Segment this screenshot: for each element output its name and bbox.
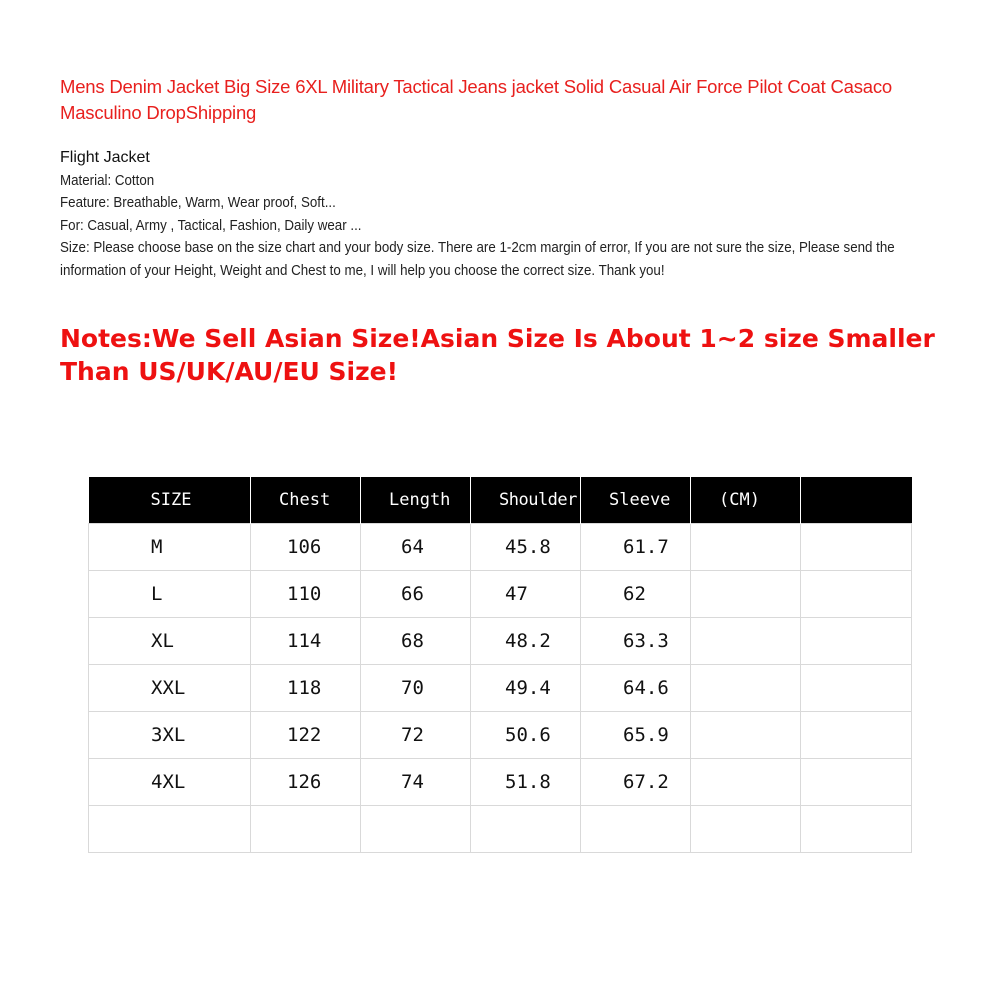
cell-shoulder: 50.6 bbox=[471, 712, 581, 759]
product-title: Mens Denim Jacket Big Size 6XL Military Tactical Jeans jacket Solid Casual Air Force Pilot Coat Casaco Masculino DropShipping bbox=[60, 76, 892, 123]
cell-sleeve: 61.7 bbox=[581, 524, 691, 571]
cell-shoulder: 48.2 bbox=[471, 618, 581, 665]
spec-size-note: Size: Please choose base on the size chart and your body size. There are 1-2cm margin of error, If you are not sure the size, Please send the information of your Height, Weight and Chest to me, I will help you choose the correct size. Thank you! bbox=[60, 240, 895, 279]
size-chart-table bbox=[88, 477, 912, 853]
cell-size: 4XL bbox=[89, 759, 251, 806]
cell-shoulder: 49.4 bbox=[471, 665, 581, 712]
cell-shoulder bbox=[471, 806, 581, 853]
table-row bbox=[89, 618, 912, 665]
cell-sleeve: 64.6 bbox=[581, 665, 691, 712]
spec-heading: Flight Jacket bbox=[60, 149, 150, 166]
cell-size: 3XL bbox=[89, 712, 251, 759]
cell-length: 72 bbox=[361, 712, 471, 759]
cell-unit bbox=[691, 618, 801, 665]
cell-blank bbox=[801, 524, 912, 571]
table-row bbox=[89, 524, 912, 571]
cell-blank bbox=[801, 665, 912, 712]
cell-sleeve: 62 bbox=[581, 571, 691, 618]
cell-shoulder: 51.8 bbox=[471, 759, 581, 806]
cell-blank bbox=[801, 712, 912, 759]
cell-size: M bbox=[89, 524, 251, 571]
cell-size bbox=[89, 806, 251, 853]
cell-size: L bbox=[89, 571, 251, 618]
cell-sleeve: 63.3 bbox=[581, 618, 691, 665]
cell-blank bbox=[801, 618, 912, 665]
table-row-empty bbox=[89, 806, 912, 853]
cell-chest bbox=[251, 806, 361, 853]
cell-length: 68 bbox=[361, 618, 471, 665]
header-blank bbox=[801, 477, 912, 524]
cell-chest: 126 bbox=[251, 759, 361, 806]
product-specs bbox=[60, 147, 960, 282]
cell-blank bbox=[801, 571, 912, 618]
cell-length: 70 bbox=[361, 665, 471, 712]
cell-unit bbox=[691, 759, 801, 806]
cell-unit bbox=[691, 806, 801, 853]
spec-usage: For: Casual, Army , Tactical, Fashion, Daily wear ... bbox=[60, 217, 362, 234]
cell-unit bbox=[691, 524, 801, 571]
header-unit: (CM) bbox=[691, 477, 801, 524]
cell-length: 64 bbox=[361, 524, 471, 571]
cell-sleeve: 65.9 bbox=[581, 712, 691, 759]
cell-chest: 118 bbox=[251, 665, 361, 712]
cell-shoulder: 45.8 bbox=[471, 524, 581, 571]
size-table-header-row bbox=[89, 477, 912, 524]
asian-size-notice: Notes:We Sell Asian Size!Asian Size Is About 1~2 size Smaller Than US/UK/AU/EU Size! bbox=[60, 324, 935, 386]
cell-sleeve bbox=[581, 806, 691, 853]
cell-chest: 110 bbox=[251, 571, 361, 618]
cell-blank bbox=[801, 759, 912, 806]
header-chest: Chest bbox=[251, 477, 361, 524]
table-row bbox=[89, 571, 912, 618]
cell-chest: 114 bbox=[251, 618, 361, 665]
cell-size: XL bbox=[89, 618, 251, 665]
cell-size: XXL bbox=[89, 665, 251, 712]
spec-feature: Feature: Breathable, Warm, Wear proof, Soft... bbox=[60, 195, 336, 211]
cell-length: 66 bbox=[361, 571, 471, 618]
cell-unit bbox=[691, 665, 801, 712]
cell-blank bbox=[801, 806, 912, 853]
cell-shoulder: 47 bbox=[471, 571, 581, 618]
cell-length: 74 bbox=[361, 759, 471, 806]
cell-length bbox=[361, 806, 471, 853]
cell-unit bbox=[691, 712, 801, 759]
table-row bbox=[89, 759, 912, 806]
cell-unit bbox=[691, 571, 801, 618]
header-sleeve: Sleeve bbox=[581, 477, 691, 524]
table-row bbox=[89, 665, 912, 712]
cell-chest: 122 bbox=[251, 712, 361, 759]
cell-chest: 106 bbox=[251, 524, 361, 571]
table-row bbox=[89, 712, 912, 759]
spec-material: Material: Cotton bbox=[60, 172, 155, 189]
header-shoulder: Shoulder bbox=[471, 477, 581, 524]
header-length: Length bbox=[361, 477, 471, 524]
cell-sleeve: 67.2 bbox=[581, 759, 691, 806]
header-size: SIZE bbox=[89, 477, 251, 524]
